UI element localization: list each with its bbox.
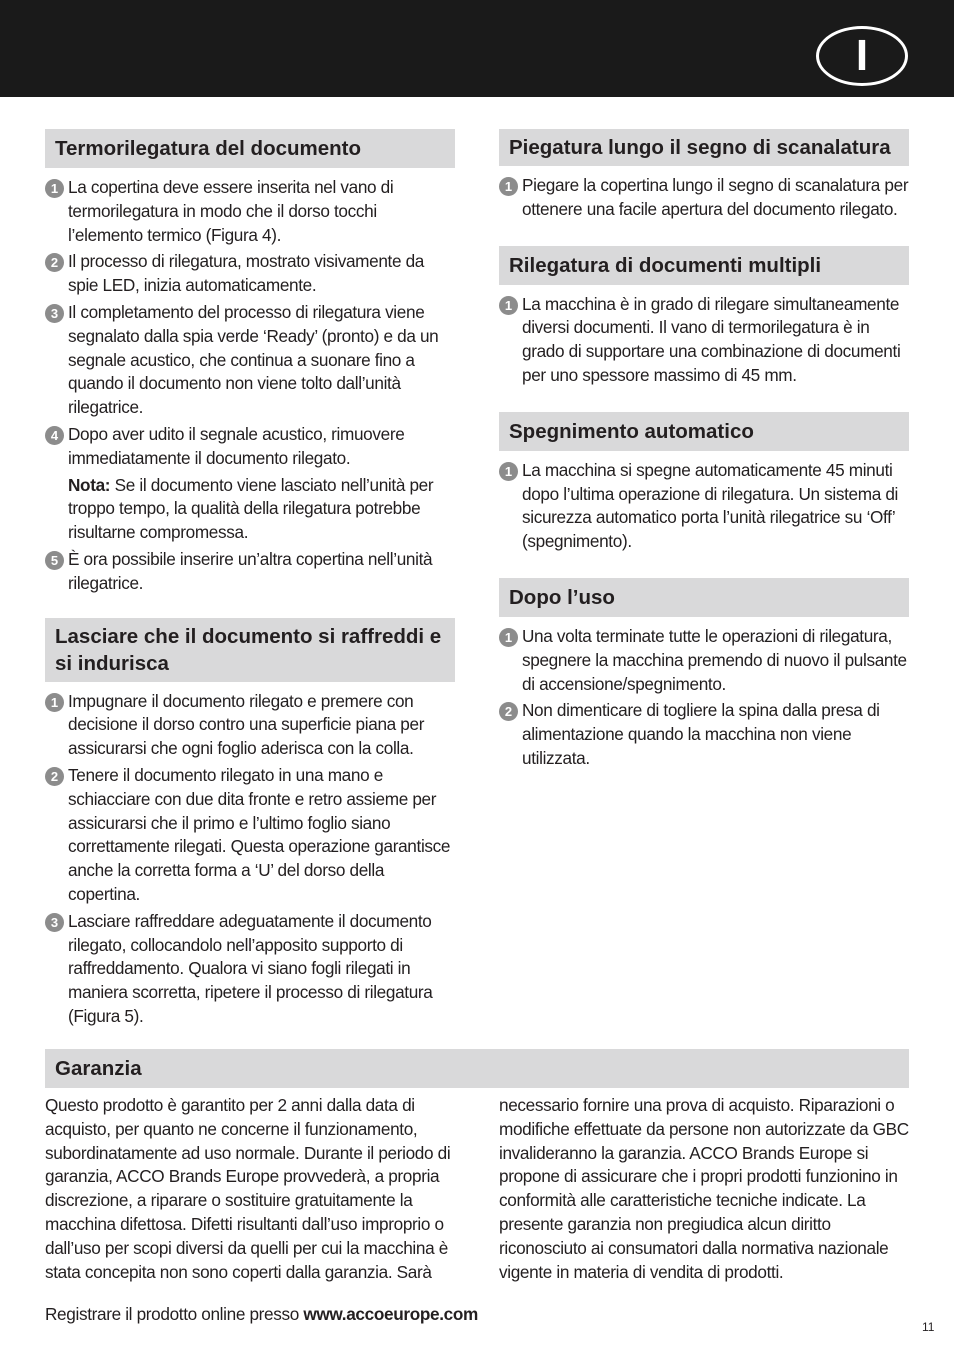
step-number-badge: 2	[499, 702, 518, 721]
register-text: Registrare il prodotto online presso	[45, 1304, 304, 1324]
step-list	[45, 690, 455, 1029]
page-number: 11	[922, 1320, 935, 1334]
step-number-badge: 3	[45, 913, 64, 932]
language-badge: I	[816, 26, 908, 86]
step-item	[45, 301, 455, 420]
section-heading: Rilegatura di documenti multipli	[499, 246, 909, 285]
note-text: Se il documento viene lasciato nell’unità per troppo tempo, la qualità della rilegatura potrebbe risultarne compromessa.	[68, 474, 434, 543]
step-item	[499, 625, 909, 696]
section-raffreddamento	[45, 618, 455, 1029]
step-list	[499, 174, 909, 222]
step-text: Piegare la copertina lungo il segno di scanalatura per ottenere una facile apertura del documento rilegato.	[522, 175, 909, 219]
step-text: La copertina deve essere inserita nel vano di termorilegatura in modo che il dorso tocchi l’elemento termico (Figura 4).	[68, 177, 394, 245]
step-text: Impugnare il documento rilegato e premere con decisione il dorso contro una superficie piana per assicurarsi che ogni foglio aderisca con la colla.	[68, 690, 425, 759]
step-list	[499, 459, 909, 554]
step-number-badge: 3	[45, 304, 64, 323]
step-number-badge: 1	[499, 628, 518, 647]
garanzia-heading: Garanzia	[45, 1049, 909, 1088]
step-number-badge: 5	[45, 551, 64, 570]
step-list	[499, 293, 909, 388]
garanzia-text-right: necessario fornire una prova di acquisto. Riparazioni o modifiche effettuate da persone non autorizzate da GBC invalideranno la garanzia. ACCO Brands Europe si propone di assicurare che i propri prodotti funzionino in conformità alle caratteristiche tecniche indicate. La presente garanzia non pregiudica alcun diritto riconosciuto ai consumatori dalla normativa nazionale vigente in materia di vendita di prodotti.	[499, 1095, 909, 1282]
garanzia-text-left: Questo prodotto è garantito per 2 anni dalla data di acquisto, per quanto ne concerne il funzionamento, subordinatamente ad uso normale. Durante il periodo di garanzia, ACCO Brands Europe provvederà, a propria discrezione, a riparare o sostituire gratuitamente la macchina difettosa. Difetti risultanti dall’uso improprio o dall’uso per scopi diversi da quelli per cui la macchina è stata concepita non sono coperti dalla garanzia. Sarà	[45, 1095, 451, 1282]
section-heading: Lasciare che il documento si raffreddi e si indurisca	[45, 618, 455, 682]
step-text: Non dimenticare di togliere la spina dalla presa di alimentazione quando la macchina non viene utilizzata.	[522, 700, 880, 768]
step-item	[45, 764, 455, 907]
step-item	[45, 423, 455, 471]
step-number-badge: 2	[45, 253, 64, 272]
step-number-badge: 1	[45, 179, 64, 198]
step-list	[499, 625, 909, 771]
step-text: È ora possibile inserire un’altra copertina nell’unità rilegatrice.	[68, 548, 433, 593]
register-line	[45, 1302, 478, 1326]
section-termorilegatura	[45, 129, 455, 596]
step-item	[45, 548, 455, 596]
step-number-badge: 1	[499, 462, 518, 481]
step-item	[499, 699, 909, 770]
step-item	[499, 459, 909, 554]
step-number-badge: 1	[45, 693, 64, 712]
register-url-link[interactable]: www.accoeurope.com	[303, 1304, 478, 1324]
step-text: Lasciare raffreddare adeguatamente il documento rilegato, collocandolo nell’apposito supporto di raffreddamento. Qualora vi siano fogli rilegati in maniera scorretta, ripetere il processo di rilegatura (Figura 5).	[68, 910, 433, 1026]
section-heading: Termorilegatura del documento	[45, 129, 455, 168]
step-text: Il completamento del processo di rilegatura viene segnalato dalla spia verde ‘Ready’ (pronto) e da un segnale acustico, che continua a suonare fino a quando il documento non viene tolto dall’unità rilegatrice.	[68, 301, 439, 418]
step-text: Una volta terminate tutte le operazioni di rilegatura, spegnere la macchina premendo di nuovo il pulsante di accensione/spegnimento.	[522, 625, 907, 694]
section-documenti-multipli	[499, 246, 909, 388]
step-item	[499, 174, 909, 222]
note-paragraph	[45, 474, 455, 545]
step-number-badge: 1	[499, 296, 518, 315]
section-spegnimento	[499, 412, 909, 554]
left-column	[45, 129, 455, 1053]
step-list	[45, 176, 455, 596]
section-heading: Piegatura lungo il segno di scanalatura	[499, 129, 909, 166]
step-text: Dopo aver udito il segnale acustico, rimuovere immediatamente il documento rilegato.	[68, 423, 405, 468]
step-item	[45, 250, 455, 298]
step-item	[45, 690, 455, 761]
step-text: La macchina si spegne automaticamente 45 minuti dopo l’ultima operazione di rilegatura. Un sistema di sicurezza automatico porta l’unità rilegatrice su ‘Off’ (spegnimento).	[522, 459, 899, 552]
step-text: Tenere il documento rilegato in una mano e schiacciare con due dita fronte e retro assieme per assicurarsi che il primo e l’ultimo foglio siano correttamente rilegati. Questa operazione garantisce anche la corretta forma a ‘U’ del dorso della copertina.	[68, 764, 451, 904]
step-number-badge: 4	[45, 426, 64, 445]
section-piegatura	[499, 129, 909, 222]
step-item	[499, 293, 909, 388]
section-dopo-uso	[499, 578, 909, 771]
page-header-bar	[0, 0, 954, 97]
section-heading: Spegnimento automatico	[499, 412, 909, 451]
step-number-badge: 1	[499, 177, 518, 196]
step-item	[45, 176, 455, 247]
step-text: Il processo di rilegatura, mostrato visivamente da spie LED, inizia automaticamente.	[68, 251, 425, 296]
step-number-badge: 2	[45, 767, 64, 786]
step-item	[45, 910, 455, 1029]
right-column	[499, 129, 909, 795]
section-heading: Dopo l’uso	[499, 578, 909, 617]
note-label: Nota:	[68, 474, 111, 495]
step-text: La macchina è in grado di rilegare simultaneamente diversi documenti. Il vano di termorilegatura è in grado di supportare una combinazione di documenti per uno spessore massimo di 45 mm.	[522, 293, 901, 385]
